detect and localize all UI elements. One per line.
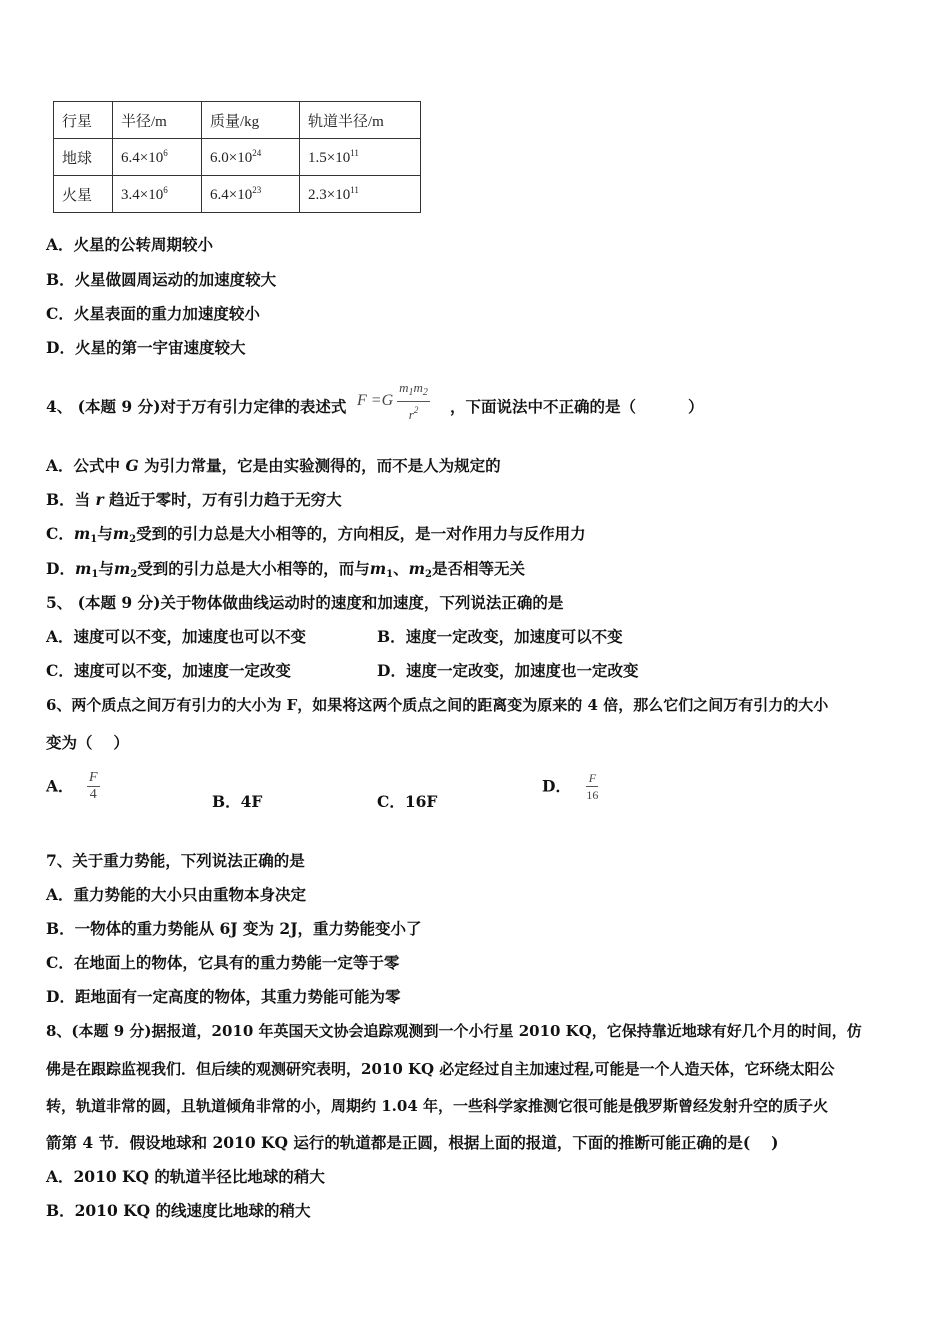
value-exponent: 24 — [252, 147, 262, 158]
formula-denominator: $r^2$ — [408, 405, 419, 422]
q5-option-c: C．速度可以不变，加速度一定改变 — [46, 661, 291, 680]
table-cell: 地球 — [54, 139, 113, 176]
table-header-row — [54, 102, 421, 139]
table-cell — [113, 139, 202, 176]
table-cell — [113, 176, 202, 213]
table-cell — [202, 176, 300, 213]
q5-option-a: A．速度可以不变，加速度也可以不变 — [46, 627, 307, 646]
q4-option-d: D．$m_1$与$m_2$受到的引力总是大小相等的，而与$m_1$、$m_2$是否相等无关 — [46, 559, 526, 580]
q6-option-d: D． $\frac{F}{16}$ — [542, 771, 599, 802]
q6-option-b: B．4F — [212, 792, 263, 811]
table-header-cell: 轨道半径/m — [300, 102, 421, 139]
value-base: 3.4×10 — [121, 186, 164, 203]
table-header-cell: 行星 — [54, 102, 113, 139]
q8-option-a: A．2010 KQ 的轨道半径比地球的稍大 — [46, 1167, 325, 1186]
formula-fraction — [397, 380, 430, 423]
q7-option-d: D．距地面有一定高度的物体，其重力势能可能为零 — [46, 987, 401, 1006]
table-row — [54, 139, 421, 176]
q4-option-c: C．$m_1$与$m_2$受到的引力总是大小相等的，方向相反，是一对作用力与反作用力 — [46, 524, 586, 545]
fraction-f-over-4: $\frac{F}{4}$ — [88, 770, 98, 802]
value-base: 6.4×10 — [210, 186, 253, 203]
fraction-f-over-16: $\frac{F}{16}$ — [586, 771, 599, 802]
value-base: 6.0×10 — [210, 149, 253, 166]
table-header-cell: 半径/m — [113, 102, 202, 139]
q6-option-c: C．16F — [377, 792, 438, 811]
q3-option-d: D．火星的第一宇宙速度较大 — [46, 338, 246, 357]
table-cell — [300, 139, 421, 176]
table-cell — [202, 139, 300, 176]
table-cell: 火星 — [54, 176, 113, 213]
q3-option-b: B．火星做圆周运动的加速度较大 — [46, 270, 277, 289]
value-exponent: 11 — [350, 147, 359, 158]
q8-stem-line: 佛是在跟踪监视我们．但后续的观测研究表明，2010 KQ 必定经过自主加速过程,可能是一个人造天体，它环绕太阳公 — [46, 1060, 835, 1078]
q7-option-b: B．一物体的重力势能从 6J 变为 2J，重力势能变小了 — [46, 919, 422, 938]
q3-option-a: A．火星的公转周期较小 — [46, 235, 214, 254]
q8-option-b: B．2010 KQ 的线速度比地球的稍大 — [46, 1201, 311, 1220]
value-exponent: 23 — [252, 184, 262, 195]
q5-option-b: B．速度一定改变，加速度可以不变 — [377, 627, 623, 646]
table-cell — [300, 176, 421, 213]
gravitation-formula — [357, 380, 430, 423]
q3-option-c: C．火星表面的重力加速度较小 — [46, 304, 260, 323]
q6-stem-line2: 变为（ ） — [46, 733, 129, 752]
value-base: 1.5×10 — [308, 149, 351, 166]
value-exponent: 6 — [163, 147, 168, 158]
q4-option-a: A．公式中 G 为引力常量，它是由实验测得的，而不是人为规定的 — [46, 456, 501, 475]
q7-option-c: C．在地面上的物体，它具有的重力势能一定等于零 — [46, 953, 400, 972]
q8-stem-line: 箭第 4 节．假设地球和 2010 KQ 运行的轨道都是正圆，根据上面的报道，下面的推断可能正确的是( ) — [46, 1133, 779, 1152]
table-header-cell: 质量/kg — [202, 102, 300, 139]
q4-option-b: B．当 r 趋近于零时，万有引力趋于无穷大 — [46, 490, 342, 509]
q6-stem-line1: 6、两个质点之间万有引力的大小为 F，如果将这两个质点之间的距离变为原来的 4 倍，那么它们之间万有引力的大小 — [46, 696, 829, 714]
planet-data-table — [53, 101, 421, 213]
q8-stem-line: 8、(本题 9 分)据报道，2010 年英国天文协会追踪观测到一个小行星 2010 KQ，它保持靠近地球有好几个月的时间，仿 — [46, 1022, 862, 1040]
q6-option-a: A． $\frac{F}{4}$ — [46, 770, 98, 802]
value-exponent: 6 — [163, 184, 168, 195]
q4-stem-prefix: 4、 (本题 9 分)对于万有引力定律的表述式 — [46, 397, 347, 416]
formula-numerator: $m_1m_2$ — [399, 380, 428, 398]
q5-option-d: D．速度一定改变，加速度也一定改变 — [377, 661, 639, 680]
q8-stem-line: 转，轨道非常的圆，且轨道倾角非常的小，周期约 1.04 年，一些科学家推测它很可能是俄罗斯曾经发射升空的质子火 — [46, 1097, 828, 1115]
formula-equals: = — [370, 392, 382, 410]
q5-stem: 5、 (本题 9 分)关于物体做曲线运动时的速度和加速度，下列说法正确的是 — [46, 593, 564, 612]
value-base: 2.3×10 — [308, 186, 351, 203]
formula-g: G — [381, 392, 394, 410]
value-exponent: 11 — [350, 184, 359, 195]
formula-lhs: F — [357, 392, 367, 410]
table-row — [54, 176, 421, 213]
q7-option-a: A．重力势能的大小只由重物本身决定 — [46, 885, 307, 904]
q7-stem: 7、关于重力势能，下列说法正确的是 — [46, 851, 305, 870]
q4-stem-suffix: ，下面说法中不正确的是（ ） — [450, 397, 704, 416]
q4-stem — [46, 397, 346, 417]
value-base: 6.4×10 — [121, 149, 164, 166]
